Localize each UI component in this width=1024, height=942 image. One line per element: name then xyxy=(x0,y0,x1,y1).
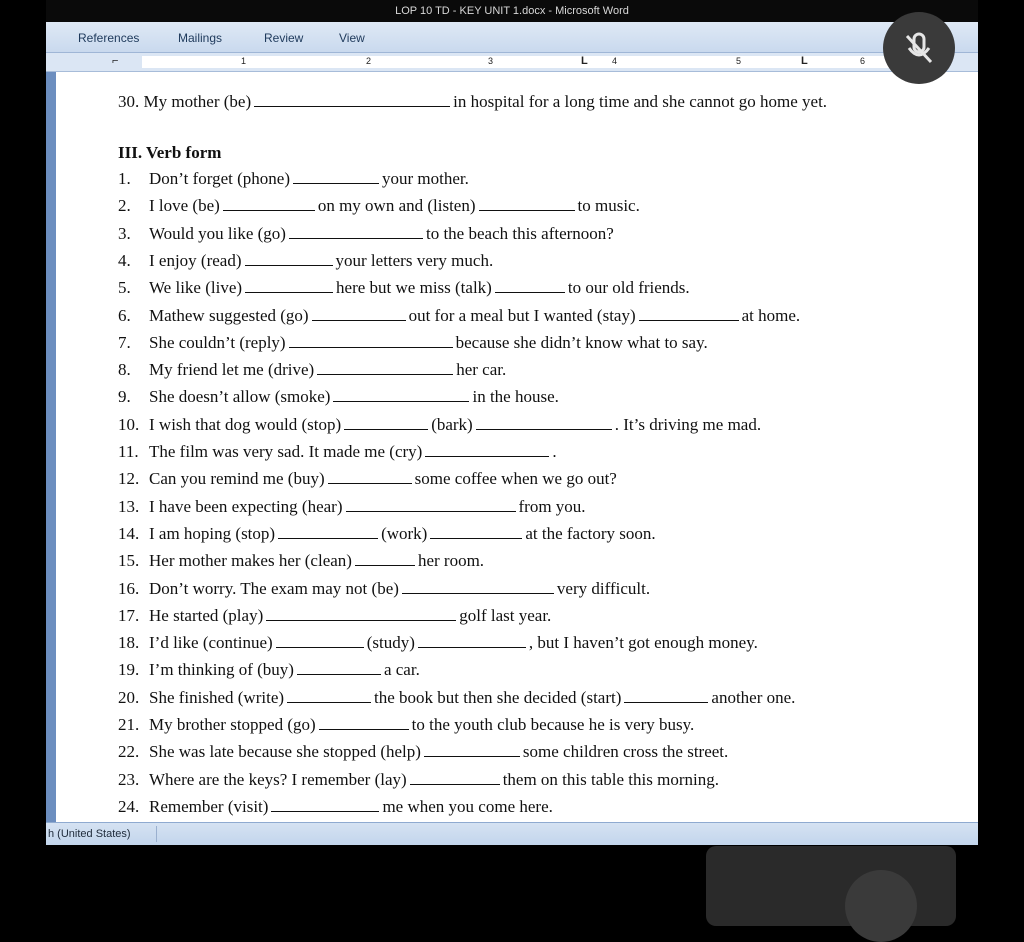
exercise-item xyxy=(118,333,708,353)
answer-blank[interactable] xyxy=(346,510,516,512)
tab-mailings[interactable]: Mailings xyxy=(178,31,223,45)
tab-stop-marker-icon[interactable]: L xyxy=(581,55,588,67)
item-number: 9. xyxy=(118,387,131,407)
item-number: 11. xyxy=(118,442,139,461)
exercise-item xyxy=(118,633,758,653)
item-text: them on this table this morning. xyxy=(502,769,719,789)
ruler-number: 4 xyxy=(612,56,618,66)
status-bar xyxy=(46,822,978,845)
exercise-item xyxy=(118,360,506,380)
item-number: 6. xyxy=(118,305,131,325)
item-number: 18. xyxy=(118,633,140,653)
item-text: Her mother makes her (clean) xyxy=(149,551,352,571)
section-heading: III. Verb form xyxy=(118,143,222,162)
horizontal-ruler[interactable] xyxy=(46,53,978,72)
answer-blank[interactable] xyxy=(479,209,575,211)
item-number: 10. xyxy=(118,414,140,434)
item-text: She couldn’t (reply) xyxy=(149,332,286,352)
item-text: golf last year. xyxy=(459,605,552,625)
tab-references[interactable]: References xyxy=(78,31,140,45)
item-number: 2. xyxy=(118,196,131,216)
ruler-number: 5 xyxy=(736,56,742,66)
answer-blank[interactable] xyxy=(639,319,739,321)
answer-blank[interactable] xyxy=(418,646,526,648)
exercise-item xyxy=(118,442,557,462)
window-title: LOP 10 TD - KEY UNIT 1.docx - Microsoft Word xyxy=(46,0,978,22)
item-number: 24. xyxy=(118,796,140,816)
answer-blank[interactable] xyxy=(319,728,409,730)
item-text: your letters very much. xyxy=(335,250,494,270)
item-text: (study) xyxy=(366,633,415,653)
answer-blank[interactable] xyxy=(289,237,423,239)
item-text: in the house. xyxy=(472,387,559,407)
item-text: at the factory soon. xyxy=(525,523,656,543)
mic-muted-icon[interactable] xyxy=(845,870,917,942)
exercise-item xyxy=(118,415,761,435)
exercise-item xyxy=(118,224,614,244)
answer-blank[interactable] xyxy=(410,783,500,785)
item-text: because she didn’t know what to say. xyxy=(455,332,708,352)
item-text: here but we miss (talk) xyxy=(336,278,492,298)
exercise-item xyxy=(118,579,650,599)
item-number: 14. xyxy=(118,523,140,543)
answer-blank[interactable] xyxy=(495,291,565,293)
item-text: a car. xyxy=(383,660,420,680)
answer-blank[interactable] xyxy=(245,291,333,293)
item-text: (work) xyxy=(381,523,428,543)
item-text: She doesn’t allow (smoke) xyxy=(149,387,331,407)
answer-blank[interactable] xyxy=(293,182,379,184)
exercise-item xyxy=(118,715,694,735)
item-text: me when you come here. xyxy=(382,796,553,816)
tab-view[interactable]: View xyxy=(339,31,365,45)
answer-blank[interactable] xyxy=(278,537,378,539)
answer-blank[interactable] xyxy=(317,373,453,375)
mic-muted-icon[interactable] xyxy=(883,12,955,84)
item-number: 22. xyxy=(118,742,140,762)
language-status[interactable]: h (United States) xyxy=(48,828,131,840)
exercise-item xyxy=(118,551,484,571)
answer-blank[interactable] xyxy=(624,701,708,703)
item-text: your mother. xyxy=(382,169,469,188)
item-text: I enjoy (read) xyxy=(149,250,242,270)
item-text: her room. xyxy=(417,551,485,571)
exercise-item xyxy=(118,606,551,626)
item-number: 21. xyxy=(118,715,140,734)
item-number: 1. xyxy=(118,169,131,188)
exercise-item xyxy=(118,660,420,680)
item-text: My brother stopped (go) xyxy=(149,715,316,734)
answer-blank[interactable] xyxy=(266,619,456,621)
answer-blank[interactable] xyxy=(223,209,315,211)
ruler-number: 2 xyxy=(366,56,372,66)
answer-blank[interactable] xyxy=(402,592,554,594)
item-text: another one. xyxy=(711,687,796,707)
item-number: 19. xyxy=(118,660,140,680)
item-text: out for a meal but I wanted (stay) xyxy=(408,305,636,325)
exercise-item xyxy=(118,497,586,517)
exercise-item xyxy=(118,742,728,762)
item-number: 13. xyxy=(118,496,140,516)
answer-blank[interactable] xyxy=(425,455,549,457)
status-divider xyxy=(156,826,157,842)
answer-blank[interactable] xyxy=(344,428,428,430)
item-text: She was late because she stopped (help) xyxy=(149,742,421,762)
tab-stop-selector-icon[interactable]: ⌐ xyxy=(112,55,119,67)
ruler-number: 1 xyxy=(241,56,247,66)
item-text: Don’t forget (phone) xyxy=(149,169,291,188)
ruler-number: 6 xyxy=(860,56,866,66)
answer-blank[interactable] xyxy=(355,564,415,566)
exercise-item xyxy=(118,797,553,817)
item-number: 23. xyxy=(118,769,140,789)
item-text: I love (be) xyxy=(149,196,220,216)
exercise-item xyxy=(118,469,617,489)
page-edge xyxy=(46,72,56,822)
answer-blank[interactable] xyxy=(287,701,371,703)
ruler-number: 3 xyxy=(488,56,494,66)
item-number: 15. xyxy=(118,551,140,571)
item-text: I have been expecting (hear) xyxy=(149,496,343,516)
document-page[interactable] xyxy=(56,72,978,822)
item-text: My friend let me (drive) xyxy=(149,360,315,380)
item-text: The film was very sad. It made me (cry) xyxy=(149,442,423,461)
exercise-item xyxy=(118,196,640,216)
item-number: 17. xyxy=(118,605,140,625)
item-text: some coffee when we go out? xyxy=(414,469,617,489)
exercise-item xyxy=(118,306,800,326)
exercise-item xyxy=(118,387,559,407)
video-tile[interactable] xyxy=(706,846,956,926)
answer-blank[interactable] xyxy=(289,346,453,348)
item-text: Don’t worry. The exam may not (be) xyxy=(149,578,399,598)
word-window xyxy=(46,0,978,845)
item-text: I’d like (continue) xyxy=(149,633,273,653)
item-text: I am hoping (stop) xyxy=(149,523,276,543)
item-number: 12. xyxy=(118,469,140,489)
exercise-item xyxy=(118,278,690,298)
item-text: I wish that dog would (stop) xyxy=(149,414,342,434)
item-number: 16. xyxy=(118,578,140,598)
item-text: from you. xyxy=(518,496,586,516)
item-number: 3. xyxy=(118,223,131,243)
item-number: 7. xyxy=(118,332,131,352)
answer-blank[interactable] xyxy=(328,482,412,484)
question-text: in hospital for a long time and she cannot go home yet. xyxy=(453,92,828,111)
question-text: 30. My mother (be) xyxy=(118,92,252,111)
item-text: Would you like (go) xyxy=(149,223,286,243)
item-text: She finished (write) xyxy=(149,687,285,707)
answer-blank[interactable] xyxy=(476,428,612,430)
answer-blank[interactable] xyxy=(254,105,450,107)
item-text: , but I haven’t got enough money. xyxy=(528,633,758,653)
item-text: on my own and (listen) xyxy=(317,196,476,216)
ruler-text-area xyxy=(142,56,942,68)
answer-blank[interactable] xyxy=(276,646,364,648)
item-text: Remember (visit) xyxy=(149,796,269,816)
answer-blank[interactable] xyxy=(245,264,333,266)
answer-blank[interactable] xyxy=(312,319,406,321)
item-text: Where are the keys? I remember (lay) xyxy=(149,769,407,789)
answer-blank[interactable] xyxy=(271,810,379,812)
item-text: the book but then she decided (start) xyxy=(374,687,622,707)
item-text: at home. xyxy=(741,305,801,325)
item-text: very difficult. xyxy=(556,578,651,598)
tab-stop-marker-icon[interactable]: L xyxy=(801,55,808,67)
tab-review[interactable]: Review xyxy=(264,31,304,45)
question-30 xyxy=(118,92,827,112)
item-number: 4. xyxy=(118,250,131,270)
item-text: He started (play) xyxy=(149,605,264,625)
item-text: to the beach this afternoon? xyxy=(425,223,614,243)
answer-blank[interactable] xyxy=(333,400,469,402)
exercise-item xyxy=(118,169,469,189)
exercise-item xyxy=(118,524,656,544)
exercise-item xyxy=(118,251,493,271)
item-number: 5. xyxy=(118,278,131,298)
answer-blank[interactable] xyxy=(430,537,522,539)
answer-blank[interactable] xyxy=(424,755,520,757)
item-text: Can you remind me (buy) xyxy=(149,469,325,489)
ribbon-tabs xyxy=(46,22,978,53)
exercise-item xyxy=(118,770,719,790)
mic-muted-glyph xyxy=(899,28,939,68)
item-text: . xyxy=(552,442,557,461)
item-text: her car. xyxy=(456,360,507,380)
item-text: . It’s driving me mad. xyxy=(614,414,762,434)
item-text: to music. xyxy=(577,196,640,216)
item-text: to the youth club because he is very busy. xyxy=(411,715,695,734)
answer-blank[interactable] xyxy=(297,673,381,675)
item-text: I’m thinking of (buy) xyxy=(149,660,294,680)
item-text: Mathew suggested (go) xyxy=(149,305,309,325)
item-number: 8. xyxy=(118,360,131,380)
item-text: We like (live) xyxy=(149,278,243,298)
exercise-item xyxy=(118,688,795,708)
item-text: some children cross the street. xyxy=(522,742,729,762)
item-text: (bark) xyxy=(431,414,473,434)
item-text: to our old friends. xyxy=(567,278,690,298)
item-number: 20. xyxy=(118,687,140,707)
